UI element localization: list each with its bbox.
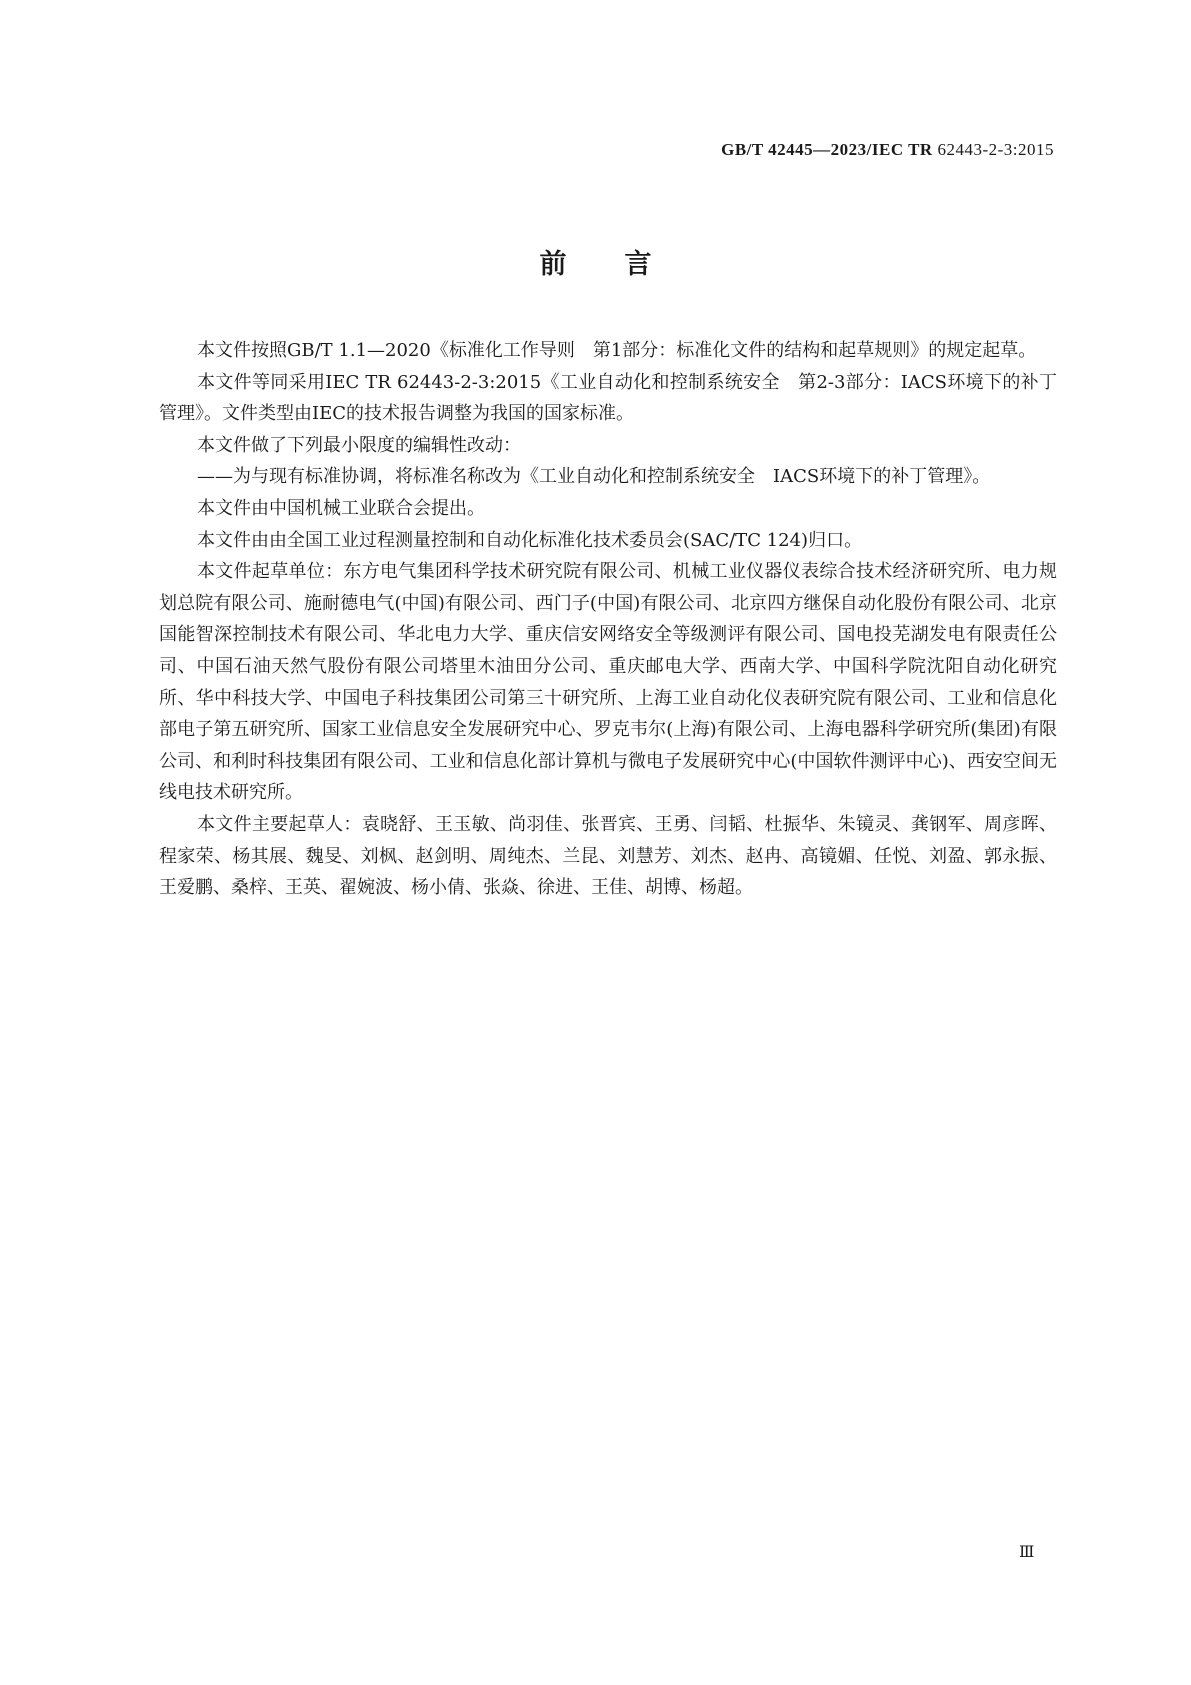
paragraph-drafting-rules: 本文件按照GB/T 1.1—2020《标准化工作导则 第1部分：标准化文件的结构和起草规则》的规定起草。: [197, 340, 1037, 361]
document-code-bold: GB/T 42445—2023/IEC TR: [721, 140, 933, 159]
list-item-editorial-change: ——为与现有标准协调，将标准名称改为《工业自动化和控制系统安全 IACS环境下的补丁管理》。: [197, 466, 991, 488]
paragraph-main-drafters: 本文件主要起草人：袁晓舒、王玉敏、尚羽佳、张晋宾、王勇、闫韬、杜振华、朱镜灵、龚钢军、周彦晖、程家荣、杨其展、魏旻、刘枫、赵剑明、周纯杰、兰昆、刘慧芳、刘杰、赵冉、高镜媚、任悦、刘盈、郭永振、王爱鹏、桑梓、王英、翟婉波、杨小倩、张焱、徐进、王佳、胡博、杨超。: [159, 813, 1057, 899]
page-title: 前言: [539, 249, 710, 280]
page-number: Ⅲ: [1019, 1542, 1035, 1561]
paragraph-proposer: 本文件由中国机械工业联合会提出。: [197, 497, 485, 519]
paragraph-responsible-committee: 本文件由由全国工业过程测量控制和自动化标准化技术委员会(SAC/TC 124)归口。: [197, 529, 863, 551]
document-code: [721, 140, 1054, 160]
paragraph-adoption: 本文件等同采用IEC TR 62443-2-3:2015《工业自动化和控制系统安全 第2-3部分：IACS环境下的补丁管理》。文件类型由IEC的技术报告调整为我国的国家标准。: [159, 371, 1057, 425]
foreword-body: [159, 335, 1057, 904]
paragraph-editorial-changes: 本文件做了下列最小限度的编辑性改动：: [197, 434, 521, 456]
document-code-rest: 62443-2-3:2015: [932, 140, 1054, 159]
paragraph-drafting-organizations: 本文件起草单位：东方电气集团科学技术研究院有限公司、机械工业仪器仪表综合技术经济研究所、电力规划总院有限公司、施耐德电气(中国)有限公司、西门子(中国)有限公司、北京四方继保自动化股份有限公司、北京国能智深控制技术有限公司、华北电力大学、重庆信安网络安全等级测评有限公司、国电投芜湖发电有限责任公司、中国石油天然气股份有限公司塔里木油田分公司、重庆邮电大学、西南大学、中国科学院沈阳自动化研究所、华中科技大学、中国电子科技集团公司第三十研究所、上海工业自动化仪表研究院有限公司、工业和信息化部电子第五研究所、国家工业信息安全发展研究中心、罗克韦尔(上海)有限公司、上海电器科学研究所(集团)有限公司、和利时科技集团有限公司、工业和信息化部计算机与微电子发展研究中心(中国软件测评中心)、西安空间无线电技术研究所。: [159, 561, 1057, 804]
